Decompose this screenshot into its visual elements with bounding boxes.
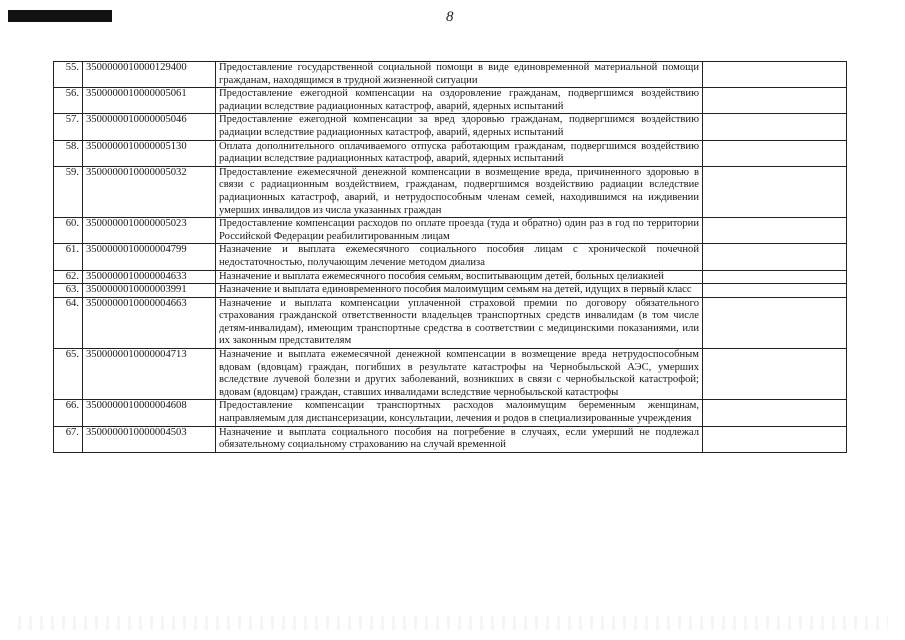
row-number-cell: 56. xyxy=(54,88,83,114)
services-table xyxy=(53,61,847,453)
empty-notes-cell xyxy=(703,244,847,270)
row-number-cell: 63. xyxy=(54,284,83,298)
row-number-cell: 61. xyxy=(54,244,83,270)
service-description-cell: Назначение и выплата ежемесячного пособия семьям, воспитывающим детей, больных целиакией xyxy=(216,270,703,284)
scan-noise-strip xyxy=(18,616,888,630)
empty-notes-cell xyxy=(703,140,847,166)
table-row xyxy=(54,426,847,452)
service-code-cell: 3500000010000004713 xyxy=(83,349,216,400)
services-table-body xyxy=(54,62,847,453)
row-number-cell: 62. xyxy=(54,270,83,284)
table-row xyxy=(54,88,847,114)
service-description-cell: Назначение и выплата социального пособия на погребение в случаях, если умерший не подлежал обязательному социальному страхованию на случай временной xyxy=(216,426,703,452)
service-description-cell: Назначение и выплата единовременного пособия малоимущим семьям на детей, идущих в первый класс xyxy=(216,284,703,298)
empty-notes-cell xyxy=(703,270,847,284)
service-description-cell: Предоставление ежегодной компенсации за вред здоровью гражданам, подвергшимся воздействию радиации вследствие радиационных катастроф, аварий, ядерных испытаний xyxy=(216,114,703,140)
service-code-cell: 3500000010000005061 xyxy=(83,88,216,114)
row-number-cell: 64. xyxy=(54,297,83,348)
service-code-cell: 3500000010000004663 xyxy=(83,297,216,348)
table-row xyxy=(54,244,847,270)
service-description-cell: Назначение и выплата ежемесячного социального пособия лицам с хронической почечной недостаточностью, получающим лечение методом диализа xyxy=(216,244,703,270)
service-description-cell: Предоставление ежегодной компенсации на оздоровление гражданам, подвергшимся воздействию радиации вследствие радиационных катастроф, аварий, ядерных испытаний xyxy=(216,88,703,114)
page-number: 8 xyxy=(446,9,454,25)
table-row xyxy=(54,140,847,166)
row-number-cell: 60. xyxy=(54,218,83,244)
service-code-cell: 3500000010000003991 xyxy=(83,284,216,298)
table-row xyxy=(54,114,847,140)
service-code-cell: 3500000010000004608 xyxy=(83,400,216,426)
empty-notes-cell xyxy=(703,284,847,298)
service-description-cell: Предоставление компенсации транспортных расходов малоимущим беременным женщинам, направляемым для диспансеризации, консультации, лечения и родов в специализированные учреждения xyxy=(216,400,703,426)
service-code-cell: 3500000010000005130 xyxy=(83,140,216,166)
empty-notes-cell xyxy=(703,88,847,114)
service-code-cell: 3500000010000004503 xyxy=(83,426,216,452)
table-row xyxy=(54,218,847,244)
empty-notes-cell xyxy=(703,62,847,88)
row-number-cell: 55. xyxy=(54,62,83,88)
service-code-cell: 3500000010000129400 xyxy=(83,62,216,88)
table-row xyxy=(54,400,847,426)
empty-notes-cell xyxy=(703,218,847,244)
row-number-cell: 58. xyxy=(54,140,83,166)
row-number-cell: 59. xyxy=(54,166,83,217)
row-number-cell: 67. xyxy=(54,426,83,452)
empty-notes-cell xyxy=(703,400,847,426)
table-row xyxy=(54,284,847,298)
empty-notes-cell xyxy=(703,114,847,140)
service-description-cell: Предоставление компенсации расходов по оплате проезда (туда и обратно) один раз в год по территории Российской Федерации реабилитированным лицам xyxy=(216,218,703,244)
service-description-cell: Оплата дополнительного оплачиваемого отпуска работающим гражданам, подвергшимся воздействию радиации вследствие радиационных катастроф, аварий, ядерных испытаний xyxy=(216,140,703,166)
service-description-cell: Назначение и выплата ежемесячной денежной компенсации в возмещение вреда нетрудоспособным вдовам (вдовцам) граждан, погибших в результате катастрофы на Чернобыльской АЭС, умерших вследствие лучевой болезни и других заболеваний, возникших в связи с чернобыльской катастрофой; вдовам (вдовцам) граждан, ставших инвалидами вследствие чернобыльской катастрофы xyxy=(216,349,703,400)
service-description-cell: Назначение и выплата компенсации уплаченной страховой премии по договору обязательного страхования гражданской ответственности владельцев транспортных средств инвалидам (в том числе детям-инвалидам), имеющим транспортные средства в соответствии с медицинскими показаниями, или их законным представителям xyxy=(216,297,703,348)
empty-notes-cell xyxy=(703,297,847,348)
service-code-cell: 3500000010000004633 xyxy=(83,270,216,284)
empty-notes-cell xyxy=(703,349,847,400)
row-number-cell: 65. xyxy=(54,349,83,400)
service-description-cell: Предоставление государственной социальной помощи в виде единовременной материальной помощи гражданам, находящимся в трудной жизненной ситуации xyxy=(216,62,703,88)
table-row xyxy=(54,166,847,217)
table-row xyxy=(54,62,847,88)
table-row xyxy=(54,349,847,400)
service-code-cell: 3500000010000005032 xyxy=(83,166,216,217)
empty-notes-cell xyxy=(703,426,847,452)
row-number-cell: 66. xyxy=(54,400,83,426)
row-number-cell: 57. xyxy=(54,114,83,140)
service-code-cell: 3500000010000004799 xyxy=(83,244,216,270)
service-code-cell: 3500000010000005046 xyxy=(83,114,216,140)
table-row xyxy=(54,270,847,284)
table-row xyxy=(54,297,847,348)
empty-notes-cell xyxy=(703,166,847,217)
redacted-header-block xyxy=(8,10,112,22)
service-code-cell: 3500000010000005023 xyxy=(83,218,216,244)
service-description-cell: Предоставление ежемесячной денежной компенсации в возмещение вреда, причиненного здоровью в связи с радиационным воздействием, гражданам, подвергшимся воздействию радиации вследствие радиационных катастроф, аварий, и нетрудоспособным членам семей, находившимся на иждивении умерших инвалидов из числа указанных граждан xyxy=(216,166,703,217)
